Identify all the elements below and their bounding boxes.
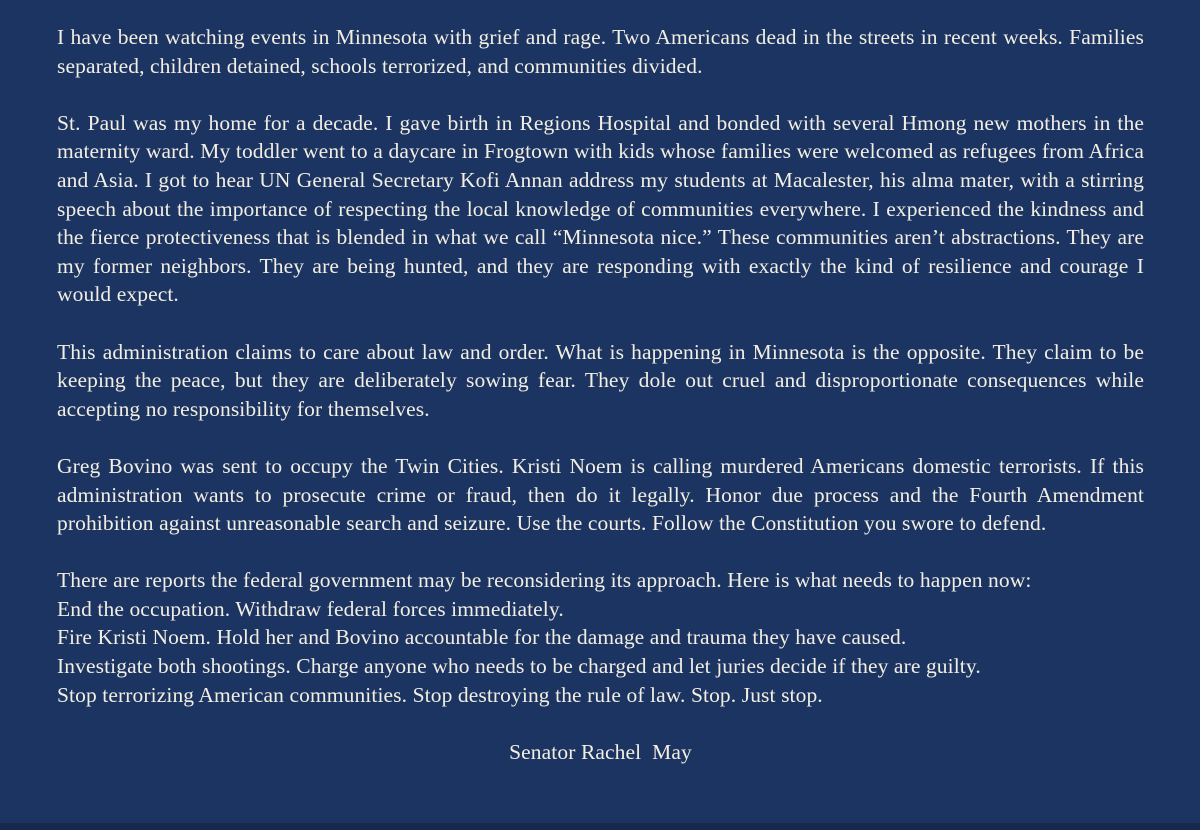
- bottom-strip: [0, 823, 1200, 830]
- demands-section: [57, 566, 1144, 709]
- signature: Senator Rachel May: [509, 739, 692, 764]
- paragraph-bovino: Greg Bovino was sent to occupy the Twin Cities. Kristi Noem is calling murdered Americans domestic terrorists. If this administration wants to prosecute crime or fraud, then do it legally. Honor due process and the Fourth Amendment prohibition against unreasonable search and seizure. Use the courts. Follow the Constitution you swore to defend.: [57, 453, 1144, 536]
- demand-line-stop: Stop terrorizing American communities. Stop destroying the rule of law. Stop. Just stop.: [57, 682, 823, 707]
- paragraph-st-paul: St. Paul was my home for a decade. I gave birth in Regions Hospital and bonded with several Hmong new mothers in the maternity ward. My toddler went to a daycare in Frogtown with kids whose families were welcomed as refugees from Africa and Asia. I got to hear UN General Secretary Kofi Annan address my students at Macalester, his alma mater, with a stirring speech about the importance of respecting the local knowledge of communities everywhere. I experienced the kindness and the fierce protectiveness that is blended in what we call “Minnesota nice.” These communities aren’t abstractions. They are my former neighbors. They are being hunted, and they are responding with exactly the kind of resilience and courage I would expect.: [57, 110, 1144, 307]
- demands-intro-line: There are reports the federal government may be reconsidering its approach. Here is what needs to happen now:: [57, 568, 1032, 593]
- demand-line-end-occupation: End the occupation. Withdraw federal forces immediately.: [57, 596, 564, 621]
- demand-line-fire-noem: Fire Kristi Noem. Hold her and Bovino accountable for the damage and trauma they have caused.: [57, 625, 907, 650]
- statement-body: [57, 23, 1144, 766]
- demand-line-investigate: Investigate both shootings. Charge anyone who needs to be charged and let juries decide if they are guilty.: [57, 654, 981, 679]
- paragraph-intro: I have been watching events in Minnesota with grief and rage. Two Americans dead in the streets in recent weeks. Families separated, children detained, schools terrorized, and communities divided.: [57, 25, 1144, 78]
- paragraph-administration: This administration claims to care about law and order. What is happening in Minnesota is the opposite. They claim to be keeping the peace, but they are deliberately sowing fear. They dole out cruel and disproportionate consequences while accepting no responsibility for themselves.: [57, 339, 1144, 421]
